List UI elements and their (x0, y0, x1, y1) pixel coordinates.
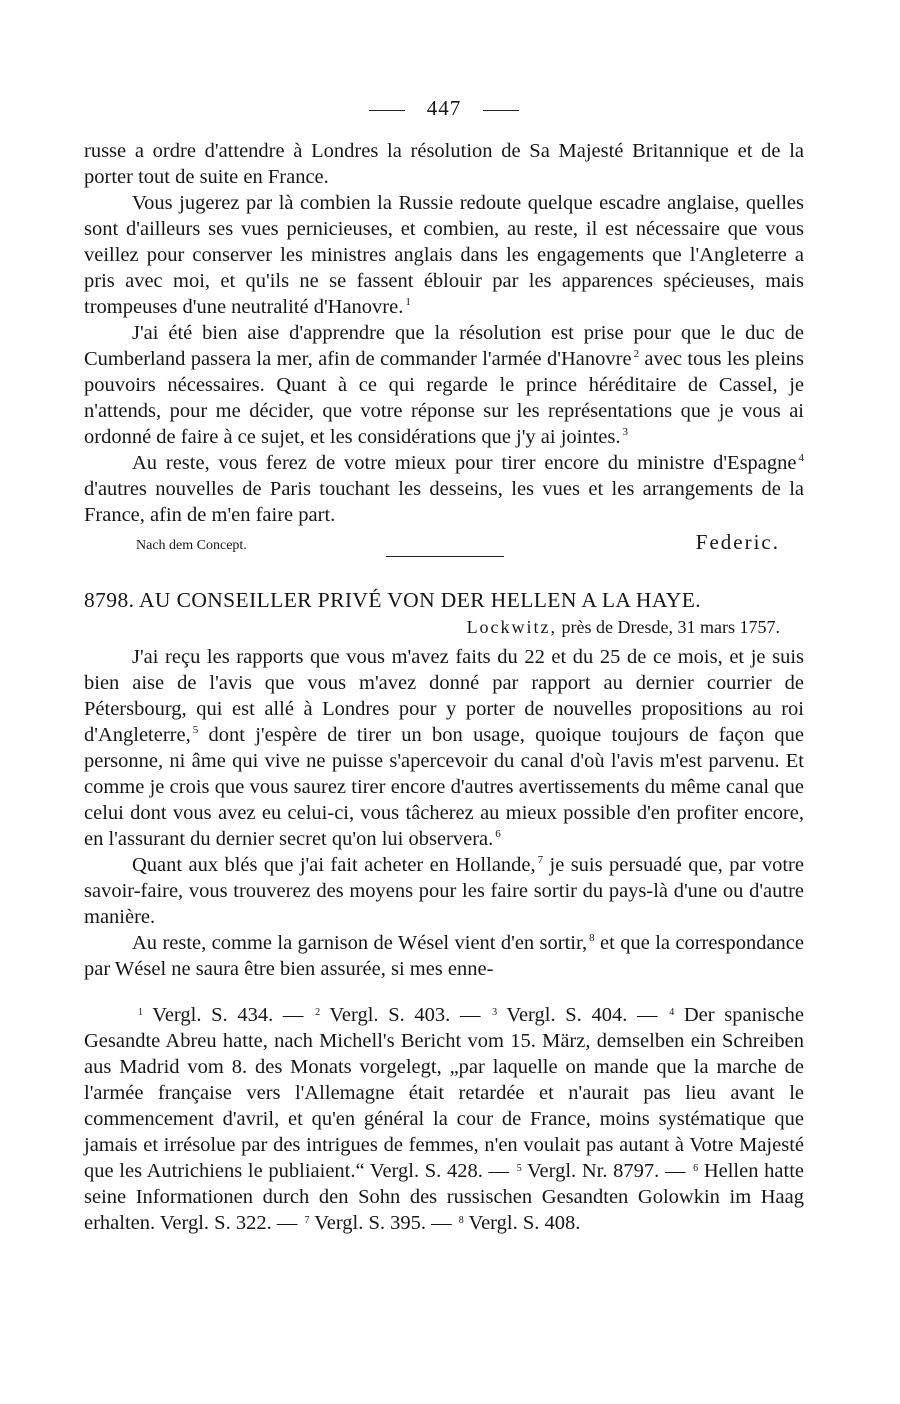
footnote-ref: 6 (495, 828, 501, 840)
letter-2-paragraph (84, 930, 804, 982)
footnotes (84, 1002, 804, 1236)
footnote-number: 5 (516, 1163, 522, 1174)
dateline-date: près de Dresde, 31 mars 1757. (561, 617, 780, 637)
signature-row (84, 530, 804, 560)
footnote-number: 3 (492, 1007, 498, 1018)
source-note: Nach dem Concept. (136, 538, 247, 553)
footnote-ref: 5 (192, 724, 199, 736)
footnote-ref: 1 (405, 296, 411, 308)
footnote-text: Hellen hatte seine Informationen durch den Sohn des russischen Gesandten Golowkin im Haag erhalten. Vergl. S. 322. — (84, 1160, 804, 1234)
footnote-text: Der spanische Gesandte Abreu hatte, nach Michell's Bericht vom 15. März, demselben ein Schreiben aus Madrid vom 8. des Monats vorgelegt, „par laquelle on mande que la marche de l'armée française vers l'Allemagne était retardée et n'aurait pas lieu avant le commencement d'avril, et qu'en général la cour de France, moins systématique que jamais et irrésolue par des intrigues de femmes, n'en voulait pas autant à Votre Majesté que les Autrichiens le publiaient.“ Vergl. S. 428. — (84, 1004, 804, 1182)
footnote-number: 1 (138, 1007, 143, 1018)
footnote-text: Vergl. S. 395. — (309, 1212, 457, 1234)
dateline-place: Lockwitz, (466, 617, 558, 637)
letter-2-title: 8798. AU CONSEILLER PRIVÉ VON DER HELLEN A LA HAYE. (84, 588, 702, 612)
footnote-block (84, 1002, 804, 1236)
text-run: d'autres nouvelles de Paris touchant les desseins, les vues et les arrangements de la France, afin de m'en faire part. (84, 478, 804, 526)
page-header (84, 96, 804, 126)
text-run: et que la correspondance par Wésel ne saura être bien assurée, si mes enne- (84, 932, 804, 980)
footnote-number: 2 (315, 1007, 321, 1018)
page-number: 447 (426, 96, 462, 120)
footnote-ref: 7 (537, 854, 544, 866)
text-run: Quant aux blés que j'ai fait acheter en Hollande, (132, 854, 536, 876)
letter-2-paragraph (84, 852, 804, 930)
footnote-text: Vergl. Nr. 8797. — (521, 1160, 692, 1182)
letter-2-paragraph (84, 644, 804, 852)
section-divider (386, 556, 504, 557)
text-run: dont j'espère de tirer un bon usage, quoique toujours de façon que personne, ni âme qui vive ne puisse s'apercevoir du canal d'où l'avis m'est parvenu. Et comme je crois que vous saurez tirer encore d'autres avertissements du même canal que celui dont vous avez eu celui-ci, vous tâcherez au mieux possible d'en profiter encore, en l'assurant du dernier secret qu'on lui observera. (84, 724, 804, 850)
footnote-ref: 3 (622, 426, 629, 438)
letter-1-paragraph (84, 138, 804, 190)
footnote-number: 8 (458, 1215, 464, 1226)
header-dash-right (483, 110, 519, 111)
text-run: J'ai été bien aise d'apprendre que la résolution est prise pour que le duc de Cumberland passera la mer, afin de commander l'armée d'Hanovre (84, 322, 804, 370)
footnote-ref: 8 (589, 932, 595, 944)
footnote-number: 4 (669, 1007, 675, 1018)
header-dash-left (369, 110, 405, 111)
text-run: J'ai reçu les rapports que vous m'avez faits du 22 et du 25 de ce mois, et je suis bien aise de l'avis que vous m'avez donné par rapport au dernier courrier de Pétersbourg, qui est allé à Londres pour y porter de nouvelles propositions au roi d'Angleterre, (84, 646, 804, 746)
letter-1-paragraph (84, 190, 804, 320)
letter-1-body (84, 138, 804, 528)
text-run: avec tous les pleins pouvoirs nécessaires. Quant à ce qui regarde le prince héréditaire de Cassel, je n'attends, pour me décider, que votre réponse sur les représentations que je vous ai ordonné de faire à ce sujet, et les considérations que j'y ai jointes. (84, 348, 804, 448)
page (84, 96, 804, 1236)
footnote-number: 7 (304, 1215, 310, 1226)
letter-1-paragraph (84, 450, 804, 528)
text-run: Vous jugerez par là combien la Russie redoute quelque escadre anglaise, quelles sont d'ailleurs ses vues pernicieuses, et combien, au reste, il est nécessaire que vous veillez pour conserver les ministres anglais dans les engagements que l'Angleterre a pris avec moi, et qu'ils ne se fassent éblouir par les apparences spécieuses, mais trompeuses d'une neutralité d'Hanovre. (84, 192, 804, 318)
letter-1-paragraph (84, 320, 804, 450)
text-run: Au reste, vous ferez de votre mieux pour tirer encore du ministre d'Espagne (132, 452, 797, 474)
signature: Federic. (695, 530, 780, 554)
dateline (84, 614, 780, 640)
footnote-text: Vergl. S. 434. — (143, 1004, 314, 1026)
footnote-number: 6 (693, 1163, 699, 1174)
text-run: Au reste, comme la garnison de Wésel vient d'en sortir, (132, 932, 588, 954)
letter-2-body (84, 644, 804, 982)
footnote-text: Vergl. S. 403. — (320, 1004, 491, 1026)
text-run: russe a ordre d'attendre à Londres la résolution de Sa Majesté Britannique et de la porter tout de suite en France. (84, 140, 804, 188)
footnote-text: Vergl. S. 404. — (497, 1004, 668, 1026)
text-run: je suis persuadé que, par votre savoir-faire, vous trouverez des moyens pour les faire sortir du pays-là d'une ou d'autre manière. (84, 854, 804, 928)
footnote-ref: 2 (633, 348, 640, 360)
footnote-ref: 4 (798, 452, 804, 464)
footnote-text: Vergl. S. 408. (463, 1212, 581, 1234)
